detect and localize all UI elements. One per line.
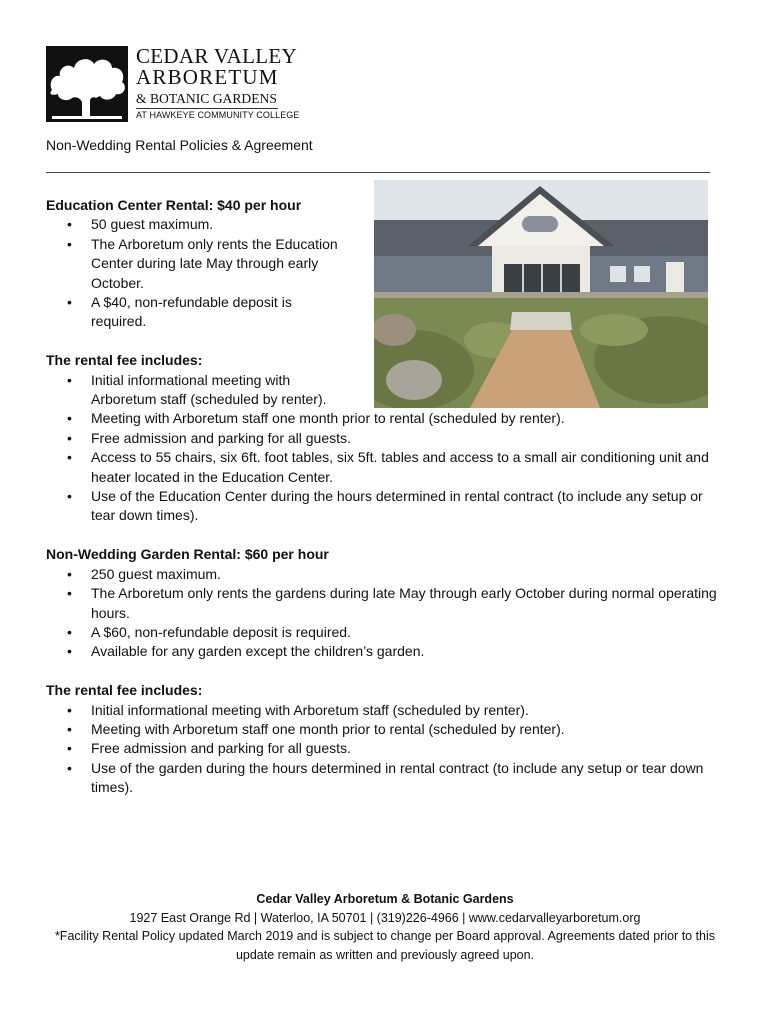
logo-line-2: ARBORETUM [136,65,279,89]
document-title: Non-Wedding Rental Policies & Agreement [46,137,313,153]
list-item: • Free admission and parking for all guests. [46,429,718,448]
tree-silhouette-icon [46,46,128,122]
list-item: • A $60, non-refundable deposit is required. [46,623,718,642]
list-item: • Free admission and parking for all guests. [46,739,718,758]
logo-line-1: CEDAR VALLEY [136,44,297,68]
garden-includes-heading: The rental fee includes: [46,682,203,699]
garden-rental-list [46,565,718,662]
list-item: • A $40, non-refundable deposit is required. [46,293,341,332]
education-includes-heading: The rental fee includes: [46,352,203,369]
list-item: • 250 guest maximum. [46,565,718,584]
garden-includes-list [46,701,718,798]
list-item: • Initial informational meeting with Arboretum staff (scheduled by renter). [46,701,718,720]
page-footer [20,890,750,964]
logo-line-3: & BOTANIC GARDENS [136,90,278,109]
logo-line-4: AT HAWKEYE COMMUNITY COLLEGE [136,110,300,120]
title-divider [46,172,710,173]
education-rental-list [46,215,718,331]
footer-note-line-1: *Facility Rental Policy updated March 2019 and is subject to change per Board approval. Agreements dated prior to this [54,929,716,943]
list-item: • Use of the garden during the hours determined in rental contract (to include any setup or tear down times). [46,759,718,798]
list-item: • Meeting with Arboretum staff one month prior to rental (scheduled by renter). [46,409,718,428]
footer-org-name: Cedar Valley Arboretum & Botanic Gardens [256,892,514,906]
education-includes-list [46,371,718,526]
list-item: • Initial informational meeting with Arboretum staff (scheduled by renter). [46,371,341,410]
footer-note-line-2: update remain as written and previously agreed upon. [235,947,535,962]
logo-wordmark [136,44,300,122]
list-item: • Available for any garden except the children’s garden. [46,642,718,661]
list-item: • Access to 55 chairs, six 6ft. foot tables, six 5ft. tables and access to a small air conditioning unit and heater located in the Education Center. [46,448,718,487]
list-item: • Meeting with Arboretum staff one month prior to rental (scheduled by renter). [46,720,718,739]
arboretum-logo [46,44,300,124]
footer-contact: 1927 East Orange Rd | Waterloo, IA 50701 | (319)226-4966 | www.cedarvalleyarboretum.org [129,910,641,925]
list-item: • The Arboretum only rents the gardens during late May through early October during normal operating hours. [46,584,718,623]
policy-content [46,196,718,817]
garden-rental-heading: Non-Wedding Garden Rental: $60 per hour [46,546,329,563]
list-item: • 50 guest maximum. [46,215,341,234]
list-item: • The Arboretum only rents the Education Center during late May through early October. [46,235,341,293]
list-item: • Use of the Education Center during the hours determined in rental contract (to include any setup or tear down times). [46,487,718,526]
education-rental-heading: Education Center Rental: $40 per hour [46,197,302,213]
